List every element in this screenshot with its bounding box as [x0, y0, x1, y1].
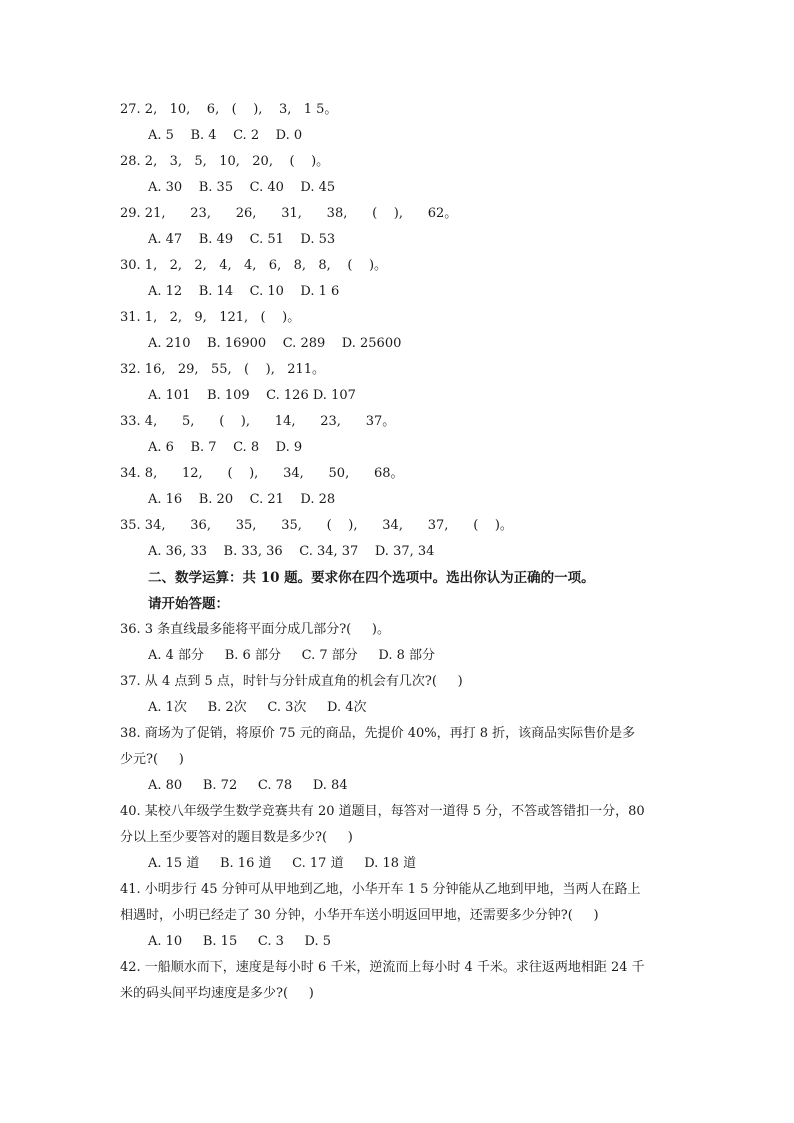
- answer-options: A. 5 B. 4 C. 2 D. 0: [148, 128, 303, 143]
- answer-options: A. 210 B. 16900 C. 289 D. 25600: [148, 336, 402, 351]
- question-text: 34. 8, 12, ( ), 34, 50, 68。: [120, 466, 404, 481]
- question-text: 31. 1, 2, 9, 121, ( )。: [120, 310, 301, 325]
- answer-options: A. 47 B. 49 C. 51 D. 53: [148, 232, 336, 247]
- section-heading: 二、数学运算：共 10 题。要求你在四个选项中。选出你认为正确的一项。: [148, 570, 595, 586]
- question-text: 42. 一船顺水而下，速度是每小时 6 千米，逆流而上每小时 4 千米。求往返两地相距 24 千: [120, 960, 645, 975]
- answer-options: A. 1次 B. 2次 C. 3次 D. 4次: [148, 700, 367, 715]
- question-text: 35. 34, 36, 35, 35, ( ), 34, 37, ( )。: [120, 518, 513, 533]
- answer-options: A. 6 B. 7 C. 8 D. 9: [148, 440, 303, 455]
- question-text: 40. 某校八年级学生数学竞赛共有 20 道题目，每答对一道得 5 分，不答或答错扣一分，80: [120, 804, 645, 819]
- question-text: 33. 4, 5, ( ), 14, 23, 37。: [120, 414, 396, 429]
- answer-options: A. 36, 33 B. 33, 36 C. 34, 37 D. 37, 34: [148, 544, 435, 559]
- question-text: 29. 21, 23, 26, 31, 38, ( ), 62。: [120, 206, 458, 221]
- answer-options: A. 80 B. 72 C. 78 D. 84: [148, 778, 348, 793]
- question-text: 41. 小明步行 45 分钟可从甲地到乙地，小华开车 1 5 分钟能从乙地到甲地，当两人在路上: [120, 882, 641, 897]
- question-text: 28. 2, 3, 5, 10, 20, ( )。: [120, 154, 330, 169]
- answer-options: A. 16 B. 20 C. 21 D. 28: [148, 492, 336, 507]
- question-text: 32. 16, 29, 55, ( ), 211。: [120, 362, 326, 377]
- question-text: 30. 1, 2, 2, 4, 4, 6, 8, 8, ( )。: [120, 258, 388, 273]
- question-text: 36. 3 条直线最多能将平面分成几部分?( )。: [120, 622, 390, 637]
- question-text: 37. 从 4 点到 5 点，时针与分针成直角的机会有几次?( ): [120, 674, 463, 689]
- question-text: 分以上至少要答对的题目数是多少?( ): [120, 830, 353, 845]
- answer-options: A. 101 B. 109 C. 126 D. 107: [148, 388, 356, 403]
- question-text: 相遇时，小明已经走了 30 分钟，小华开车送小明返回甲地，还需要多少分钟?( ): [120, 908, 599, 923]
- answer-options: A. 12 B. 14 C. 10 D. 1 6: [148, 284, 340, 299]
- answer-options: A. 15 道 B. 16 道 C. 17 道 D. 18 道: [148, 856, 417, 871]
- question-text: 27. 2, 10, 6, ( ), 3, 1 5。: [120, 102, 338, 117]
- question-text: 少元?( ): [120, 752, 184, 767]
- question-text: 38. 商场为了促销，将原价 75 元的商品，先提价 40%，再打 8 折，该商品实际售价是多: [120, 726, 636, 741]
- answer-options: A. 10 B. 15 C. 3 D. 5: [148, 934, 332, 949]
- question-text: 米的码头间平均速度是多少?( ): [120, 986, 314, 1001]
- section-heading: 请开始答题：: [148, 596, 229, 612]
- answer-options: A. 30 B. 35 C. 40 D. 45: [148, 180, 336, 195]
- answer-options: A. 4 部分 B. 6 部分 C. 7 部分 D. 8 部分: [148, 648, 436, 663]
